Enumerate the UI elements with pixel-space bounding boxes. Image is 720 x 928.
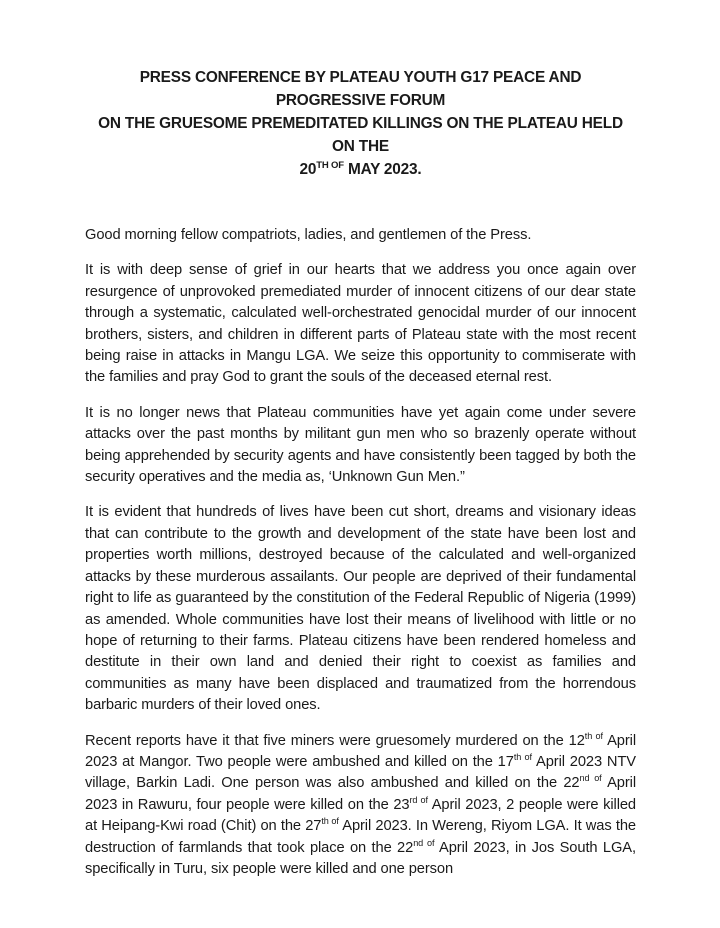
title-line: $20^{TH OF}$ MAY 2023. (299, 159, 422, 178)
paragraph: It is evident that hundreds of lives have been cut short, dreams and visionary ideas that can contribute to the growth and development of the state have been lost and properties worth millions, destroyed because of the calculated and well-organized attacks by these murderous assailants. Our people are deprived of their fundamental right to life as guaranteed by the constitution of the Federal Republic of Nigeria (1999) as amended. Whole communities have lost their means of livelihood with little or no hope of returning to their farms. Plateau citizens have been rendered homeless and destitute in their own land and denied their right to coexist as families and communities as many have been displaced and traumatized from the horrendous barbaric murders of their loved ones. (85, 504, 636, 714)
paragraph: Good morning fellow compatriots, ladies, and gentlemen of the Press. (85, 227, 532, 243)
superscript-text: nd of (413, 837, 435, 848)
paragraph: It is no longer news that Plateau communities have yet again come under severe attacks over the past months by militant gun men who so brazenly operate without being apprehended by security agents and have consistently been tagged by both the security operatives and the media as, ‘Unknown Gun Men.” (85, 404, 636, 486)
superscript-text: th of (513, 752, 532, 763)
superscript-text: rd of (409, 794, 428, 805)
document-body (85, 225, 636, 880)
paragraph: It is with deep sense of grief in our hearts that we address you once again over resurgence of unprovoked premediated murder of innocent citizens of our dear state through a systematic, calculated well-orchestrated genocidal murder of our innocent brothers, sisters, and children in different parts of Plateau state with the most recent being raise in attacks in Mangu LGA. We seize this opportunity to commiserate with the families and pray God to grant the souls of the deceased eternal rest. (85, 262, 636, 386)
superscript-text: th of (584, 730, 603, 741)
paragraph: Recent reports have it that five miners were gruesomely murdered on the $12^{th of}$ April 2023 at Mangor. Two people were ambushed and killed on the $17^{th of}$ April 2023 NTV village, Barkin Ladi. One person was also ambushed and killed on the $22^{nd of}$ April 2023 in Rawuru, four people were killed on the $23^{rd of}$ April 2023, 2 people were killed at Heipang-Kwi road (Chit) on the $27^{th of}$ April 2023. In Wereng, Riyom LGA. It was the destruction of farmlands that took place on the $22^{nd of}$ April 2023, in Jos South LGA, specifically in Turu, six people were killed and one person (85, 730, 637, 877)
superscript-text: th of (321, 816, 339, 827)
document-title (85, 66, 636, 181)
title-line: ON THE GRUESOME PREMEDITATED KILLINGS ON THE PLATEAU HELD ON THE (98, 115, 623, 155)
title-line: PRESS CONFERENCE BY PLATEAU YOUTH G17 PEACE AND PROGRESSIVE FORUM (139, 69, 582, 109)
superscript-text: TH OF (316, 159, 344, 171)
superscript-text: nd of (579, 773, 602, 784)
